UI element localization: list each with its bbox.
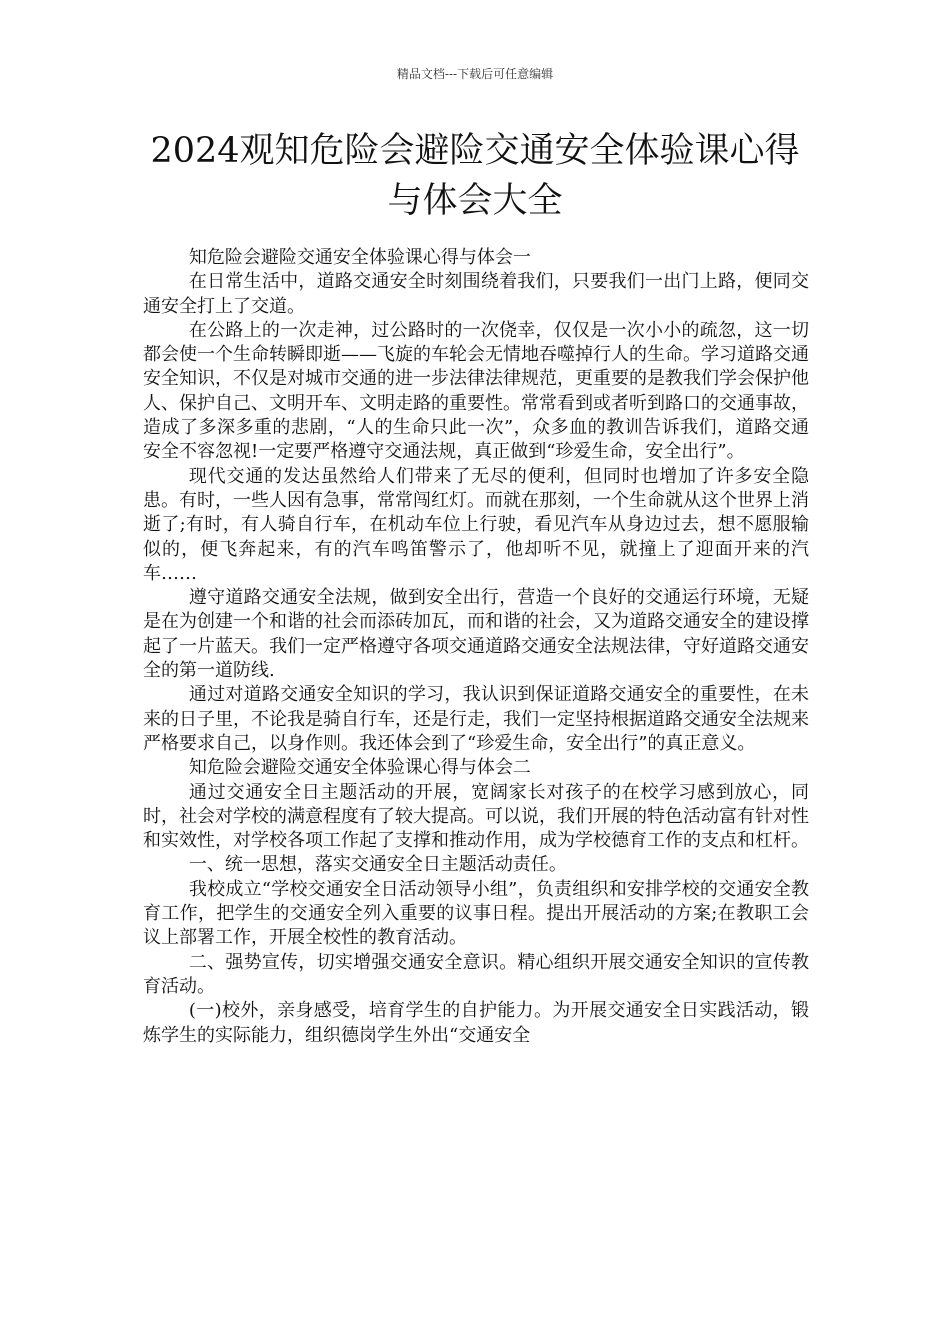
subsection-heading-2: 二、强势宣传，切实增强交通安全意识。精心组织开展交通安全知识的宣传教育活动。 [143,951,809,997]
document-title-line-1: 2024观知危险会避险交通安全体验课心得 [150,131,800,171]
document-title-line-2: 与体会大全 [387,181,563,221]
body-paragraph: (一)校外，亲身感受，培育学生的自护能力。为开展交通安全日实践活动，锻炼学生的实际能力，组织德岗学生外出“交通安全 [143,1000,809,1046]
section-heading-part-1: 知危险会避险交通安全体验课心得与体会一 [188,247,531,268]
body-paragraph: 通过对道路交通安全知识的学习，我认识到保证道路交通安全的重要性，在未来的日子里，不论我是骑自行车，还是行走，我们一定坚持根据道路交通安全法规来严格要求自己，以身作则。我还体会到了“珍爱生命，安全出行”的真正意义。 [143,684,809,754]
section-heading-part-2: 知危险会避险交通安全体验课心得与体会二 [188,757,531,779]
body-paragraph: 现代交通的发达虽然给人们带来了无尽的便利，但同时也增加了许多安全隐患。有时，一些人因有急事，常常闯红灯。而就在那刻，一个生命就从这个世界上消逝了;有时，有人骑自行车，在机动车位上行驶，看见汽车从身边过去，想不愿服输似的，便飞奔起来，有的汽车鸣笛警示了，他却听不见，就撞上了迎面开来的汽车…… [143,465,809,584]
body-paragraph: 通过交通安全日主题活动的开展，宽阔家长对孩子的在校学习感到放心，同时，社会对学校的满意程度有了较大提高。可以说，我们开展的特色活动富有针对性和实效性，对学校各项工作起了支撑和推动作用，成为学校德育工作的支点和杠杆。 [143,781,809,852]
subsection-heading-1: 一、统一思想，落实交通安全日主题活动责任。 [188,854,567,876]
body-paragraph: 我校成立“学校交通安全日活动领导小组”，负责组织和安排学校的交通安全教育工作，把学生的交通安全列入重要的议事日程。提出开展活动的方案;在教职工会议上部署工作，开展全校性的教育活动。 [143,878,809,949]
body-paragraph: 在日常生活中，道路交通安全时刻围绕着我们，只要我们一出门上路，便同交通安全打上了交道。 [143,271,809,317]
document-body [143,246,809,1048]
body-paragraph: 在公路上的一次走神，过公路时的一次侥幸，仅仅是一次小小的疏忽，这一切都会使一个生命转瞬即逝——飞旋的车轮会无情地吞噬掉行人的生命。学习道路交通安全知识，不仅是对城市交通的进一步法律法律规范，更重要的是教我们学会保护他人、保护自己、文明开车、文明走路的重要性。常常看到或者听到路口的交通事故，造成了多深多重的悲剧，“人的生命只此一次”，众多血的教训告诉我们，道路交通安全不容忽视!一定要严格遵守交通法规，真正做到“珍爱生命，安全出行”。 [143,319,809,463]
page-header: 精品文档---下载后可任意编辑 [396,67,554,81]
body-paragraph: 遵守道路交通安全法规，做到安全出行，营造一个良好的交通运行环境，无疑是在为创建一个和谐的社会而添砖加瓦，而和谐的社会，又为道路交通安全的建设撑起了一片蓝天。我们一定严格遵守各项交通道路交通安全法规法律，守好道路交通安全的第一道防线. [143,587,809,682]
document-title [100,126,850,226]
